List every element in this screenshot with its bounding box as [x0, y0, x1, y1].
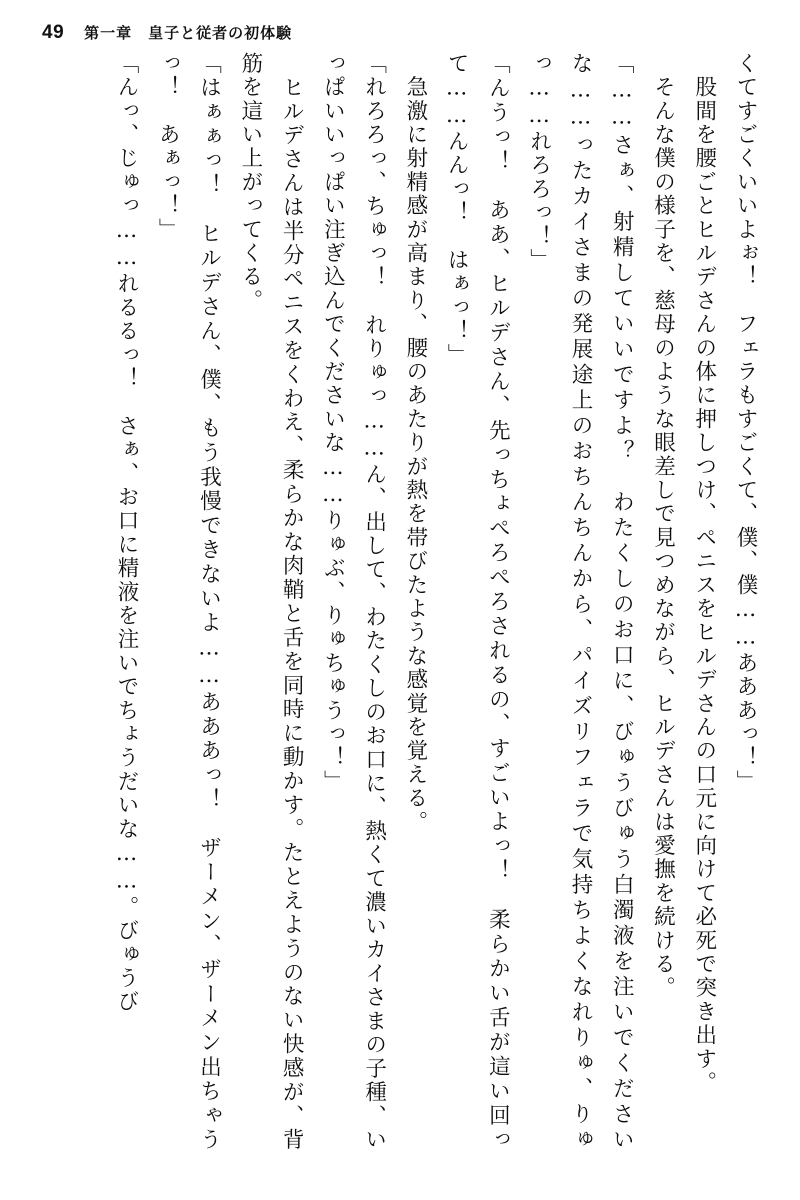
page-body: [34, 52, 766, 1170]
page-number: 49: [42, 22, 65, 43]
paragraph: そんな僕の様子を、慈母のような眼差しで見つめながら、ヒルデさんは愛撫を続ける。: [650, 52, 676, 1000]
paragraph: 「んうっ！ ああ、ヒルデさん、先っちょぺろぺろされるの、すごいよっ！ 柔らかい舌が這い回って……んんっ！ はぁっ！」: [444, 52, 511, 1152]
running-header: [34, 18, 766, 52]
paragraph: 「はぁぁっ！ ヒルデさん、僕、もう我慢できないよ……あああっ！ ザーメン、ザーメン出ちゃうっ！ あぁっ！」: [155, 52, 222, 1152]
paragraph: 「……さぁ、射精していいですよ？ わたくしのお口に、びゅうびゅう白濁液を注いでくださいな……ったカイさまの発展途上のおちんちんから、パイズリフェラで気持ちよくなれりゅ、りゅっ……れろろっ！」: [526, 52, 635, 1152]
paragraph: ヒルデさんは半分ペニスをくわえ、柔らかな肉鞘と舌を同時に動かす。たとえようのない快感が、背筋を這い上がってくる。: [237, 52, 305, 1152]
paragraph: 「んっ、じゅっ……れるるっ！ さぁ、お口に精液を注いでちょうだいな……。びゅうび: [114, 52, 140, 1014]
paragraph: 急激に射精感が高まり、腰のあたりが熱を帯びたような感覚を覚える。: [402, 52, 428, 835]
paragraph: 「れろろっ、ちゅっ！ れりゅっ……ん、出して、わたくしのお口に、熱くて濃いカイさまの子種、いっぱいいっぱい注ぎ込んでくださいな……りゅぶ、りゅちゅうっ！」: [320, 52, 387, 1152]
vertical-text-column: [106, 52, 766, 1152]
chapter-title: 第一章 皇子と従者の初体験: [84, 25, 293, 42]
paragraph: くてすごくいいよぉ！ フェラもすごくて、僕、僕……あああっ！」: [733, 52, 758, 794]
paragraph: 股間を腰ごとヒルデさんの体に押しつけ、ペニスをヒルデさんの口元に向けて必死で突き出す。: [691, 52, 717, 1095]
